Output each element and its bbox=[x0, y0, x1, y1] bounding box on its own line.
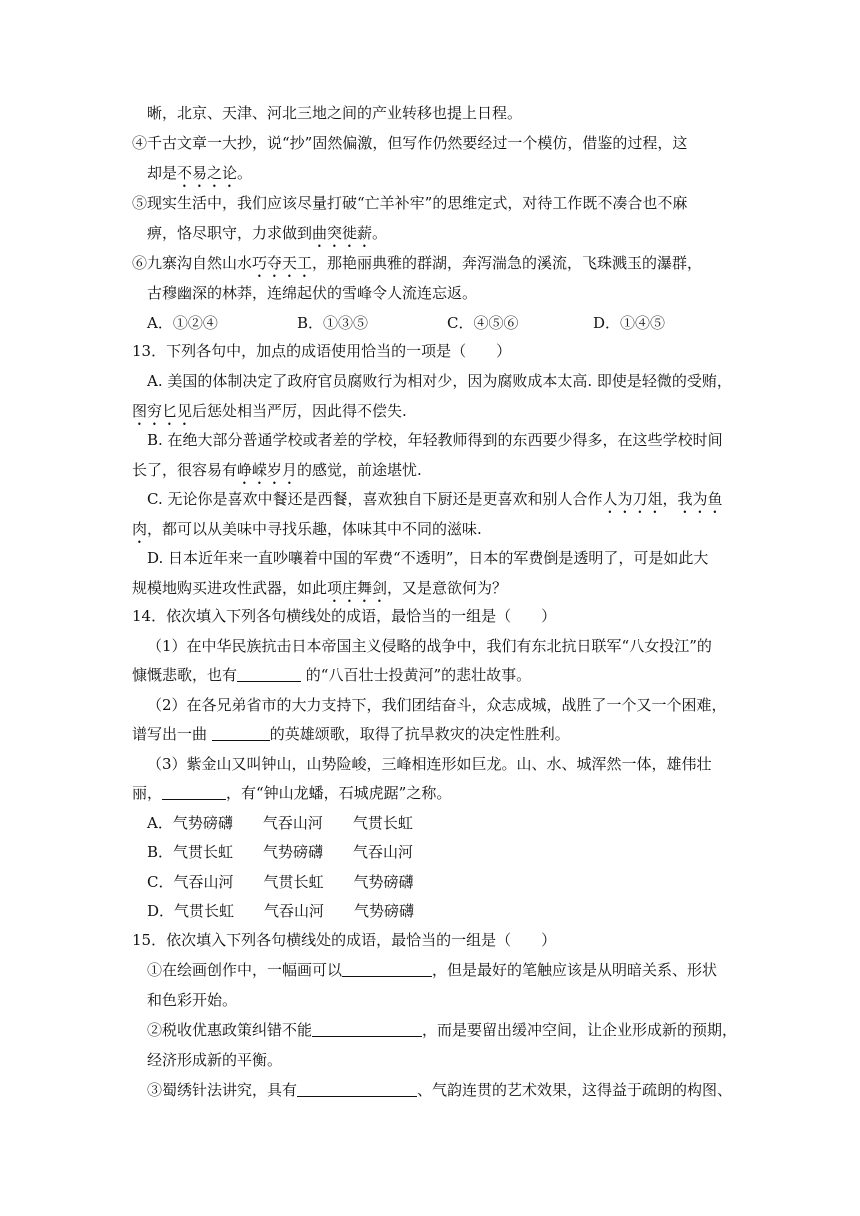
dotted-idiom: 不易之论 bbox=[177, 164, 238, 182]
q12-option-c: C．④⑤⑥ bbox=[447, 314, 519, 332]
question-14: 14．依次填入下列各句横线处的成语，最恰当的一组是（ ） bbox=[132, 607, 557, 625]
question-13: 13．下列各句中，加点的成语使用恰当的一项是（ ） bbox=[132, 342, 512, 360]
fill-blank bbox=[312, 1020, 422, 1037]
text-line: 慷慨悲歌，也有 的“八百壮士投黄河”的悲壮故事。 bbox=[132, 666, 532, 684]
q14-sentence-2: （2）在各兄弟省市的大力支持下，我们团结奋斗，众志成城，战胜了一个又一个困难， bbox=[147, 696, 727, 714]
q14-option-d: D．气贯长虹 气吞山河 气势磅礴 bbox=[147, 902, 415, 920]
fill-blank bbox=[162, 783, 226, 800]
question-15: 15．依次填入下列各句横线处的成语，最恰当的一组是（ ） bbox=[132, 931, 557, 949]
q12-item-6: ⑥九寨沟自然山水巧夺天工，那艳丽典雅的群湖，奔泻湍急的溪流，飞珠溅玉的瀑群， bbox=[132, 254, 703, 272]
text-line: 经济形成新的平衡。 bbox=[147, 1051, 283, 1069]
q14-option-a: A．气势磅礴 气吞山河 气贯长虹 bbox=[147, 814, 413, 832]
dotted-idiom: 峥嵘岁月 bbox=[237, 461, 298, 479]
q12-option-b: B．①③⑤ bbox=[297, 314, 369, 332]
fill-blank bbox=[212, 724, 270, 741]
q13-option-c: C. 无论你是喜欢中餐还是西餐，喜欢独自下厨还是更喜欢和别人合作人为刀俎，我为鱼 bbox=[147, 490, 723, 508]
q13-option-d: D. 日本近年来一直吵嚷着中国的军费“不透明”，日本的军费倒是透明了，可是如此大 bbox=[147, 549, 709, 567]
q15-sentence-3: ③蜀绣针法讲究，具有 、气韵连贯的艺术效果，这得益于疏朗的构图、 bbox=[147, 1081, 733, 1099]
fill-blank bbox=[297, 1080, 417, 1097]
q15-sentence-1: ①在绘画创作中，一幅画可以 ，但是最好的笔触应该是从明暗关系、形状 bbox=[147, 961, 718, 979]
q12-option-a: A．①②④ bbox=[147, 314, 218, 332]
dotted-idiom: 图穷匕见 bbox=[132, 402, 193, 420]
text-line: 晰，北京、天津、河北三地之间的产业转移也提上日程。 bbox=[147, 104, 523, 122]
text-line: 规模地购买进攻性武器，如此项庄舞剑，又是意欲何为？ bbox=[132, 579, 508, 597]
fill-blank bbox=[342, 960, 432, 977]
q14-sentence-1: （1）在中华民族抗击日本帝国主义侵略的战争中，我们有东北抗日联军“八女投江”的 bbox=[147, 637, 712, 655]
text-line: 丽， ，有“钟山龙蟠，石城虎踞”之称。 bbox=[132, 784, 452, 802]
dotted-idiom: 曲突徙薪 bbox=[312, 224, 373, 242]
text-line: 痹，恪尽职守，力求做到曲突徙薪。 bbox=[147, 224, 388, 242]
text-line: 谱写出一曲 的英雄颂歌，取得了抗旱救灾的决定性胜利。 bbox=[132, 725, 570, 743]
q12-item-4: ④千古文章一大抄，说“抄”固然偏激，但写作仍然要经过一个模仿，借鉴的过程，这 bbox=[132, 134, 688, 152]
q12-option-d: D．①④⑤ bbox=[593, 314, 666, 332]
q13-option-a: A. 美国的体制决定了政府官员腐败行为相对少，因为腐败成本太高. 即使是轻微的受贿， bbox=[147, 372, 732, 390]
q13-option-b: B. 在绝大部分普通学校或者差的学校，年轻教师得到的东西要少得多，在这些学校时间 bbox=[147, 431, 723, 449]
fill-blank bbox=[237, 665, 301, 682]
dotted-idiom: 人为刀俎，我为鱼 bbox=[602, 490, 723, 508]
text-line: 长了，很容易有峥嵘岁月的感觉，前途堪忧. bbox=[132, 461, 422, 479]
text-line: 图穷匕见后惩处相当严厉，因此得不偿失. bbox=[132, 402, 407, 420]
dotted-idiom: 项庄舞剑 bbox=[327, 579, 388, 597]
q14-option-b: B．气贯长虹 气势磅礴 气吞山河 bbox=[147, 843, 414, 861]
text-line: 古穆幽深的林莽，连绵起伏的雪峰令人流连忘返。 bbox=[147, 284, 478, 302]
dotted-idiom: 肉 bbox=[132, 520, 148, 538]
q12-item-5: ⑤现实生活中，我们应该尽量打破“亡羊补牢”的思维定式，对待工作既不凑合也不麻 bbox=[132, 194, 688, 212]
q15-sentence-2: ②税收优惠政策纠错不能 ，而是要留出缓冲空间，让企业形成新的预期， bbox=[147, 1021, 738, 1039]
dotted-idiom: 巧夺天工 bbox=[252, 254, 313, 272]
q14-option-c: C．气吞山河 气贯长虹 气势磅礴 bbox=[147, 873, 414, 891]
q14-sentence-3: （3）紫金山又叫钟山，山势险峻，三峰相连形如巨龙。山、水、城浑然一体，雄伟壮 bbox=[147, 755, 712, 773]
text-line: 和色彩开始。 bbox=[147, 991, 238, 1009]
text-line: 肉，都可以从美味中寻找乐趣，体味其中不同的滋味. bbox=[132, 520, 482, 538]
text-line: 却是不易之论。 bbox=[147, 164, 253, 182]
